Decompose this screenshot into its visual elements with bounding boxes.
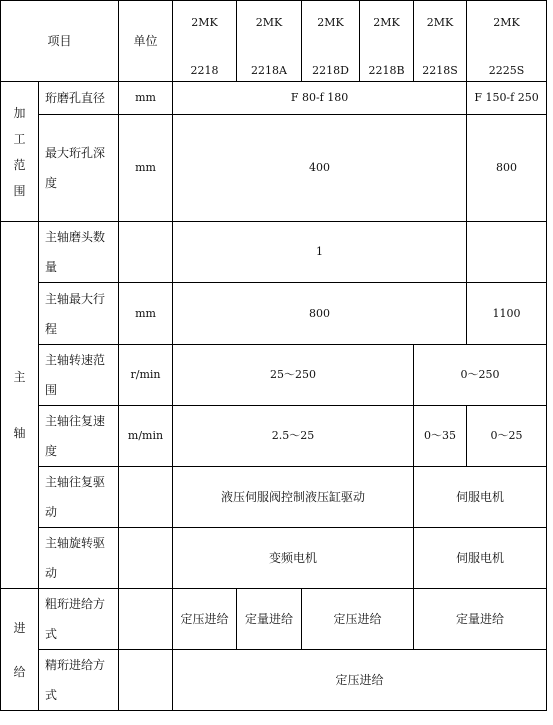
model-number: 2218D [312, 64, 349, 77]
row-unit [119, 650, 173, 711]
value-cell: 液压伺服阀控制液压缸驱动 [173, 467, 414, 528]
value-cell: 1 [173, 222, 467, 283]
table-row [1, 345, 547, 406]
model-number: 2218A [251, 64, 287, 77]
row-label: 精珩进给方式 [39, 650, 119, 711]
table-row [1, 82, 547, 115]
value-cell: 伺服电机 [414, 467, 547, 528]
model-header [414, 1, 467, 82]
value-cell: 定压进给 [173, 589, 237, 650]
row-unit [119, 222, 173, 283]
value-cell: 伺服电机 [414, 528, 547, 589]
row-unit: mm [119, 283, 173, 345]
row-label: 主轴磨头数量 [39, 222, 119, 283]
table-row [1, 406, 547, 467]
row-unit: mm [119, 115, 173, 222]
value-cell: 1100 [467, 283, 547, 345]
model-header [302, 1, 360, 82]
value-cell: 定压进给 [302, 589, 414, 650]
model-number: 2225S [488, 64, 525, 77]
row-unit: mm [119, 82, 173, 115]
model-number: 2218B [368, 64, 405, 77]
group-processing: 加 工 范 围 [1, 82, 39, 222]
item-header: 项目 [1, 1, 119, 82]
value-cell: 定压进给 [173, 650, 547, 711]
value-cell: F 150-f 250 [467, 82, 547, 115]
row-unit [119, 528, 173, 589]
model-prefix: 2MK [191, 16, 218, 29]
table-row [1, 283, 547, 345]
model-header [360, 1, 414, 82]
model-prefix: 2MK [426, 16, 454, 29]
model-prefix: 2MK [255, 16, 283, 29]
model-number: 2218S [422, 64, 458, 77]
model-header [173, 1, 237, 82]
value-cell: 定量进给 [237, 589, 302, 650]
value-cell: 2.5～25 [173, 406, 414, 467]
header-row [1, 1, 547, 82]
table-row [1, 589, 547, 650]
model-header [237, 1, 302, 82]
unit-header: 单位 [119, 1, 173, 82]
value-cell: 0～25 [467, 406, 547, 467]
model-number: 2218 [190, 64, 219, 77]
row-label: 主轴转速范围 [39, 345, 119, 406]
row-label: 主轴往复驱动 [39, 467, 119, 528]
value-cell: 800 [467, 115, 547, 222]
table-row [1, 528, 547, 589]
row-unit [119, 467, 173, 528]
model-prefix: 2MK [493, 16, 520, 29]
row-label: 最大珩孔深度 [39, 115, 119, 222]
value-cell: 0～250 [414, 345, 547, 406]
model-prefix: 2MK [317, 16, 344, 29]
value-cell: 定量进给 [414, 589, 547, 650]
model-header [467, 1, 547, 82]
value-cell: 25～250 [173, 345, 414, 406]
value-cell: 变频电机 [173, 528, 414, 589]
row-unit: r/min [119, 345, 173, 406]
model-prefix: 2MK [373, 16, 400, 29]
group-spindle: 主 轴 [1, 222, 39, 589]
value-cell: 400 [173, 115, 467, 222]
table-row [1, 222, 547, 283]
value-cell [467, 222, 547, 283]
table-row [1, 650, 547, 711]
row-label: 主轴最大行程 [39, 283, 119, 345]
row-label: 主轴往复速度 [39, 406, 119, 467]
row-label: 主轴旋转驱动 [39, 528, 119, 589]
value-cell: F 80-f 180 [173, 82, 467, 115]
row-label: 粗珩进给方式 [39, 589, 119, 650]
table-row [1, 115, 547, 222]
row-unit [119, 589, 173, 650]
table-row [1, 467, 547, 528]
value-cell: 800 [173, 283, 467, 345]
value-cell: 0～35 [414, 406, 467, 467]
row-label: 珩磨孔直径 [39, 82, 119, 115]
group-feed: 进 给 [1, 589, 39, 711]
row-unit: m/min [119, 406, 173, 467]
